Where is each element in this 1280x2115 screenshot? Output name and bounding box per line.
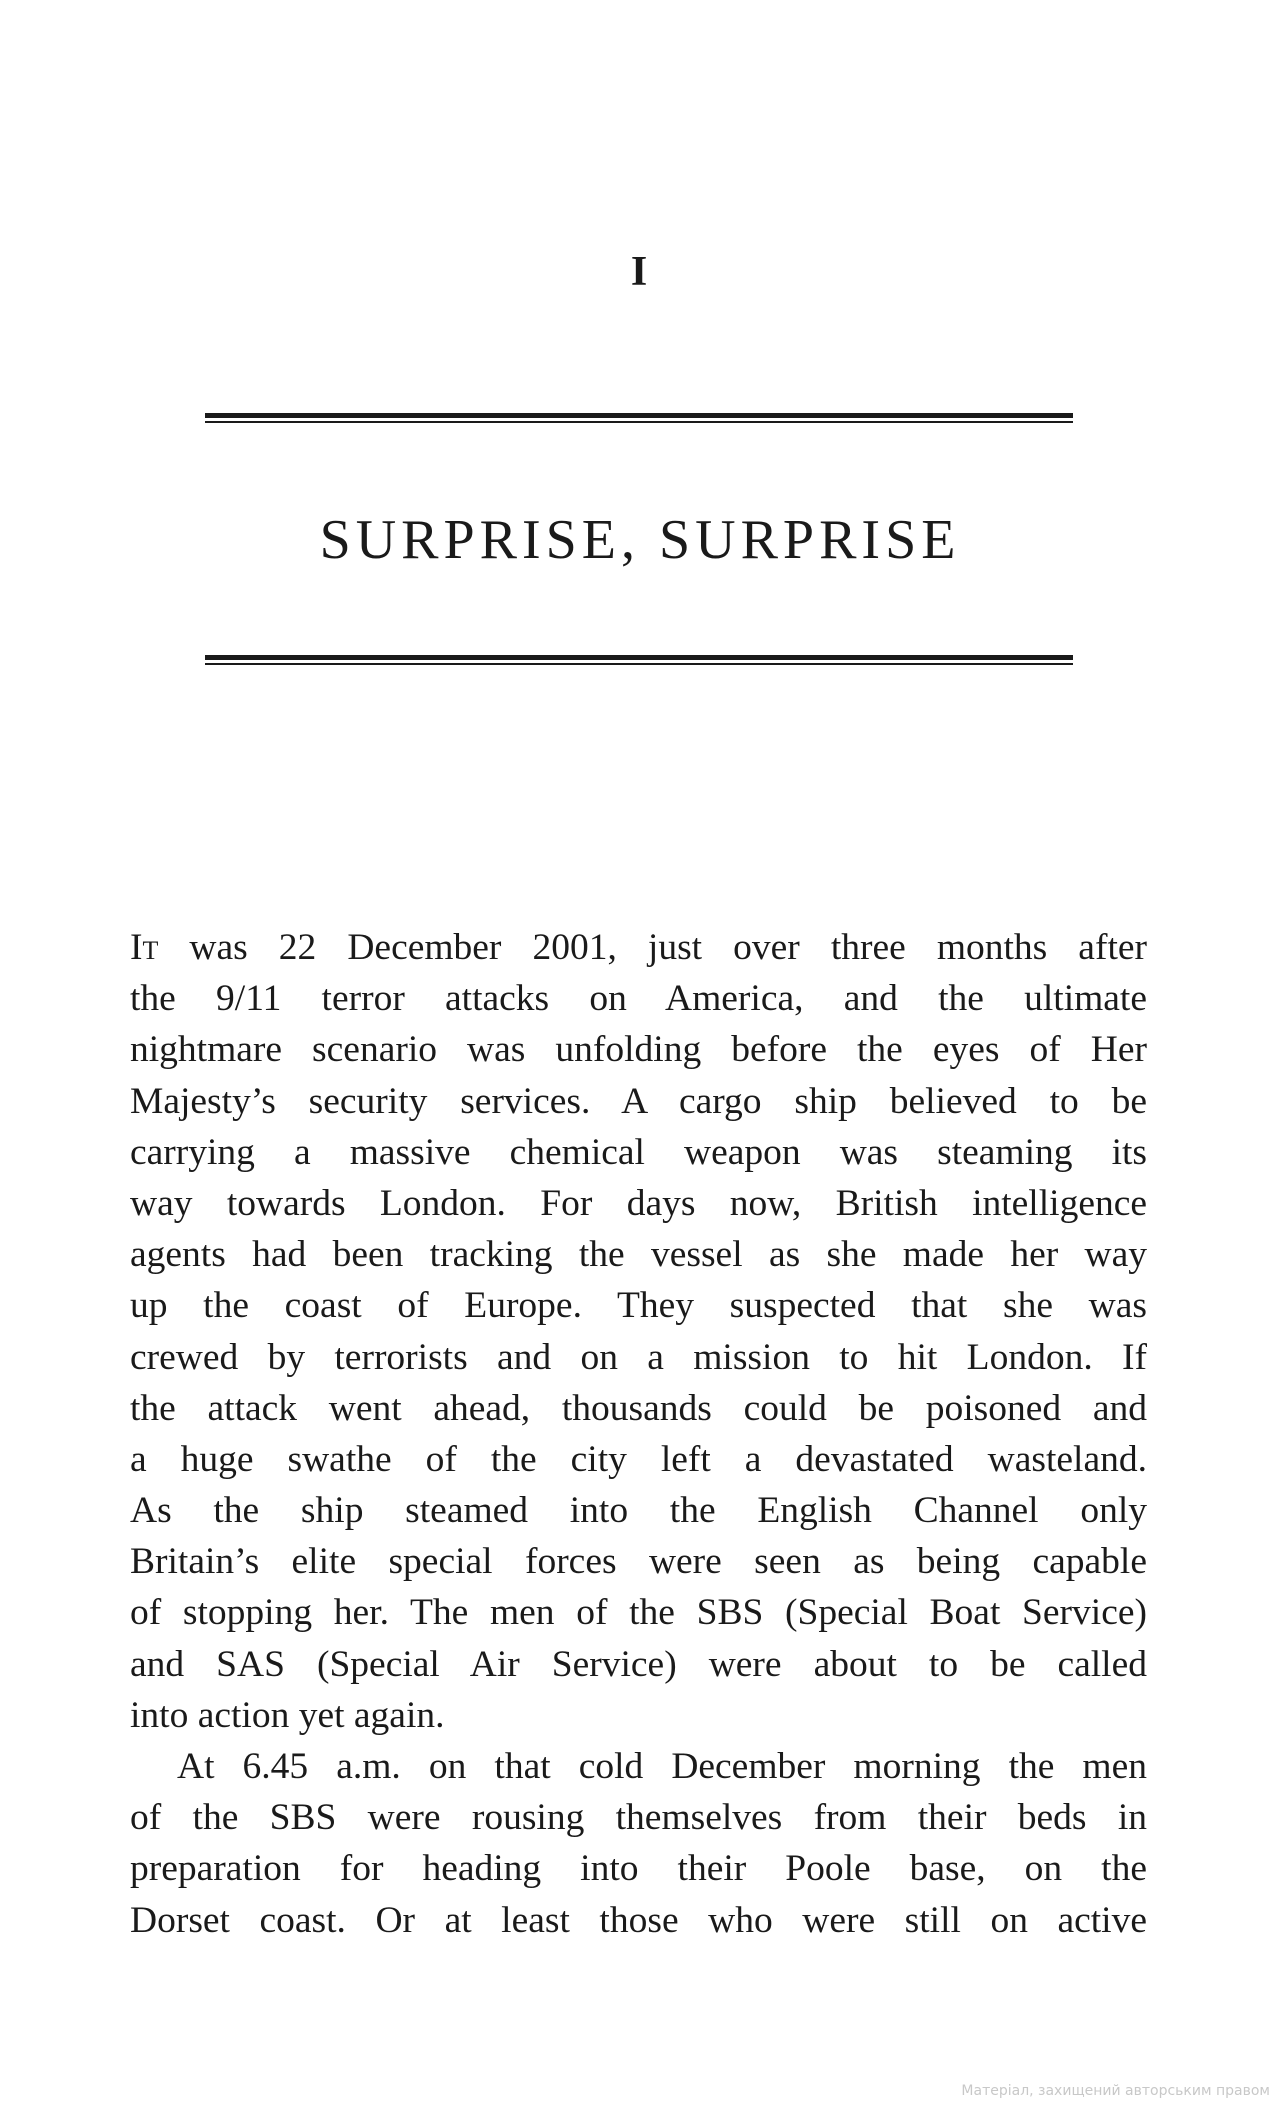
text-line: carrying a massive chemical weapon was steaming its — [130, 1131, 1147, 1173]
chapter-title: SURPRISE, SURPRISE — [319, 509, 961, 571]
text-line — [130, 922, 1147, 973]
text-line: Dorset coast. Or at least those who were still on active — [130, 1899, 1147, 1941]
text-line: the 9/11 terror attacks on America, and the ultimate — [130, 978, 1147, 1020]
rule-thick-line — [205, 655, 1073, 660]
top-double-rule — [205, 413, 1073, 423]
text-line: of stopping her. The men of the SBS (Special Boat Service) — [130, 1592, 1147, 1634]
text-line: At 6.45 a.m. on that cold December morning the men — [177, 1746, 1147, 1787]
text-line: of the SBS were rousing themselves from their beds in — [130, 1797, 1147, 1839]
text-line-content: was 22 December 2001, just over three months after — [158, 927, 1147, 968]
rule-thin-line — [205, 663, 1073, 665]
copyright-watermark: Матеріал, захищений авторським правом — [961, 2083, 1270, 2099]
text-line: up the coast of Europe. They suspected that she was — [130, 1285, 1147, 1327]
text-line: Majesty’s security services. A cargo ship believed to be — [130, 1080, 1147, 1122]
text-line: crewed by terrorists and on a mission to hit London. If — [130, 1336, 1147, 1378]
bottom-double-rule — [205, 655, 1073, 665]
text-line: agents had been tracking the vessel as she made her way — [130, 1234, 1147, 1276]
text-line: Britain’s elite special forces were seen as being capable — [130, 1541, 1147, 1583]
rule-thick-line — [205, 413, 1073, 418]
paragraph-lead-word: It — [130, 927, 159, 968]
body-text — [130, 922, 1147, 1946]
text-line: As the ship steamed into the English Channel only — [130, 1490, 1147, 1532]
text-line: the attack went ahead, thousands could be poisoned and — [130, 1387, 1147, 1429]
text-line: and SAS (Special Air Service) were about to be called — [130, 1643, 1147, 1685]
text-line: nightmare scenario was unfolding before the eyes of Her — [130, 1029, 1147, 1071]
text-line: a huge swathe of the city left a devastated wasteland. — [130, 1438, 1147, 1480]
text-line: way towards London. For days now, British intelligence — [130, 1182, 1147, 1224]
text-line: preparation for heading into their Poole base, on the — [130, 1848, 1147, 1890]
text-line: into action yet again. — [130, 1694, 445, 1736]
rule-thin-line — [205, 421, 1073, 423]
chapter-number: I — [630, 249, 650, 295]
